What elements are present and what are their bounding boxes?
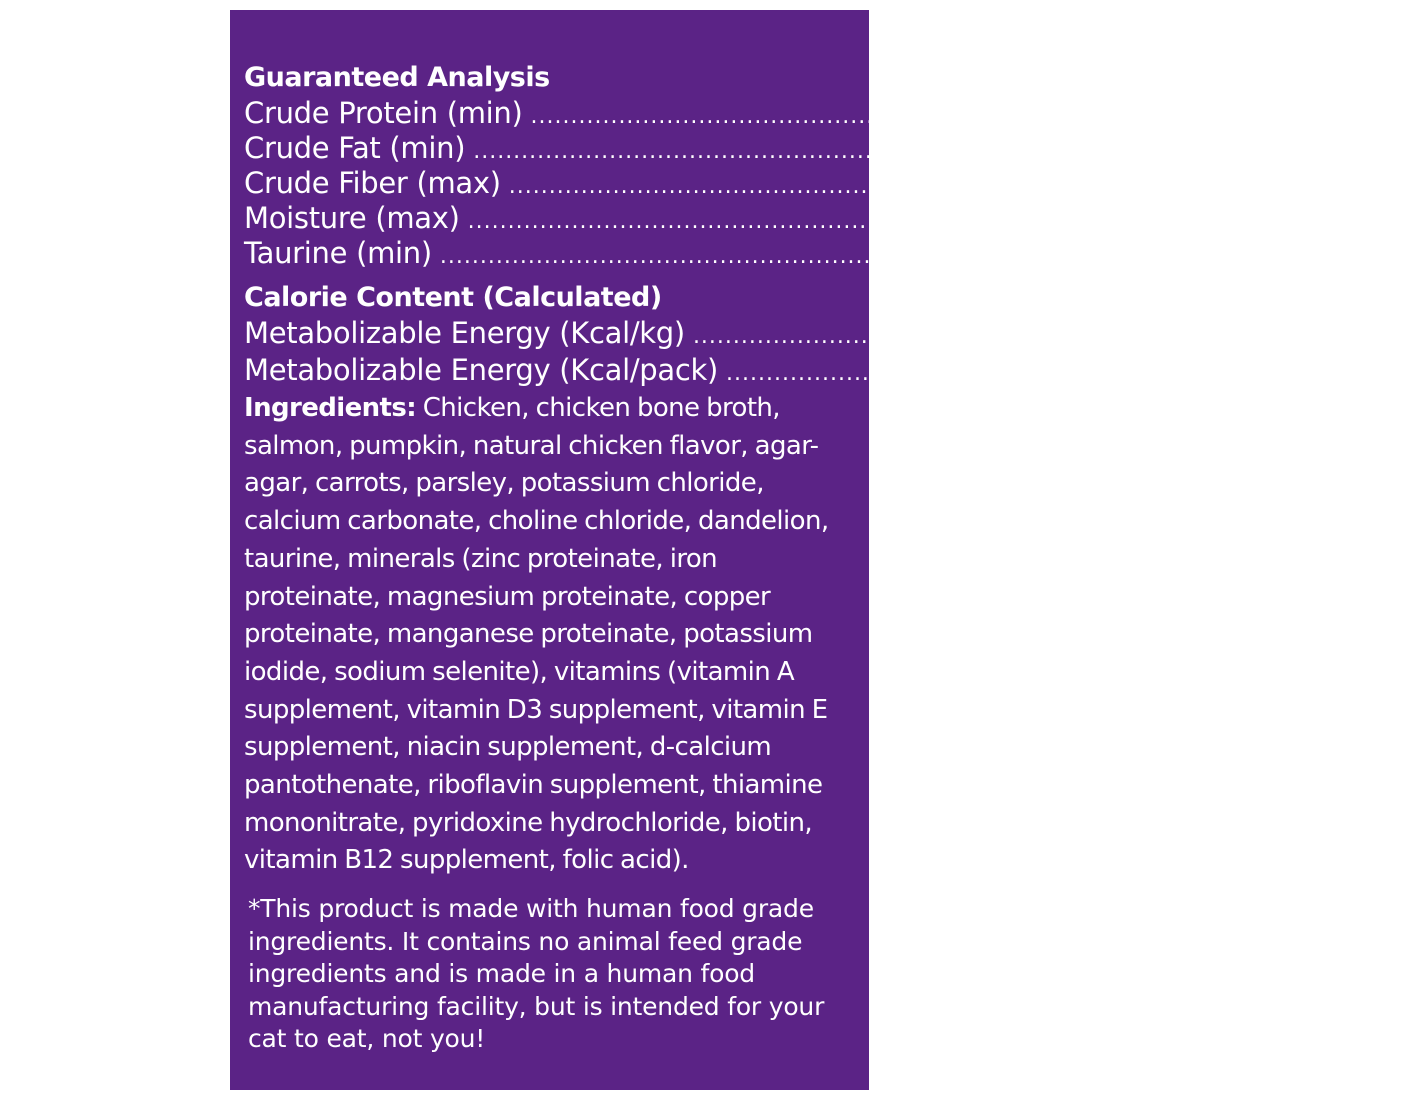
analysis-value: 9.00% (1175, 96, 1267, 130)
analysis-row-taurine (244, 234, 1176, 270)
leader-dots: ................................................................................ (473, 138, 1113, 164)
analysis-value: 0.05% (1085, 236, 1176, 270)
calorie-row-kcal-kg (244, 314, 1393, 350)
leader-dots: ................................................................................ (726, 360, 1366, 386)
calorie-label: Metabolizable Energy (Kcal/kg) (244, 316, 685, 350)
ingredients-label: Ingredients: (244, 393, 417, 423)
leader-dots: ................................................................................ (439, 243, 1080, 269)
analysis-row-crude-protein (244, 94, 1267, 130)
calorie-label: Metabolizable Energy (Kcal/pack) (244, 353, 719, 387)
guaranteed-analysis-heading: Guaranteed Analysis (244, 62, 550, 93)
calorie-value: 150 (1371, 353, 1426, 387)
analysis-value: 1.50% (1154, 166, 1245, 200)
leader-dots: ................................................................................ (467, 208, 1108, 234)
calorie-content-heading: Calorie Content (Calculated) (244, 282, 662, 313)
ingredients-text: Chicken, chicken bone broth, salmon, pumpkin, natural chicken flavor, agar-agar, carrots, parsley, potassium chloride, calcium carbonate, choline chloride, dandelion, taurine, minerals (zinc proteinate, iron proteinate, magnesium proteinate, copper proteinate, manganese proteinate, potassium iodide, sodium selenite), vitamins (vitamin A supplement, vitamin D3 supplement, vitamin E supplement, niacin supplement, d-calcium pantothenate, riboflavin supplement, thiamine mononitrate, pyridoxine hydrochloride, biotin, vitamin B12 supplement, folic acid). (244, 393, 829, 876)
calorie-row-kcal-pack (244, 351, 1426, 387)
analysis-label: Moisture (max) (244, 201, 460, 235)
analysis-row-crude-fiber (244, 164, 1245, 200)
disclaimer-text: *This product is made with human food grade ingredients. It contains no animal feed grade ingredients and is made in a human food manufacturing facility, but is intended for your cat to eat, not you! (248, 894, 825, 1053)
ingredients-paragraph (244, 390, 844, 880)
nutrition-label-panel (230, 10, 1426, 1090)
leader-dots: ................................................................................ (692, 323, 1333, 349)
calorie-value: 885 (1338, 316, 1393, 350)
analysis-value: 3.00% (1118, 131, 1210, 165)
analysis-value: 82.0% (1113, 201, 1204, 235)
analysis-label: Crude Fiber (max) (244, 166, 501, 200)
leader-dots: ................................................................................ (508, 173, 1149, 199)
leader-dots: ................................................................................ (530, 103, 1170, 129)
analysis-label: Crude Fat (min) (244, 131, 466, 165)
analysis-label: Taurine (min) (244, 236, 432, 270)
analysis-row-crude-fat (244, 129, 1210, 165)
analysis-row-moisture (244, 199, 1204, 235)
analysis-label: Crude Protein (min) (244, 96, 523, 130)
